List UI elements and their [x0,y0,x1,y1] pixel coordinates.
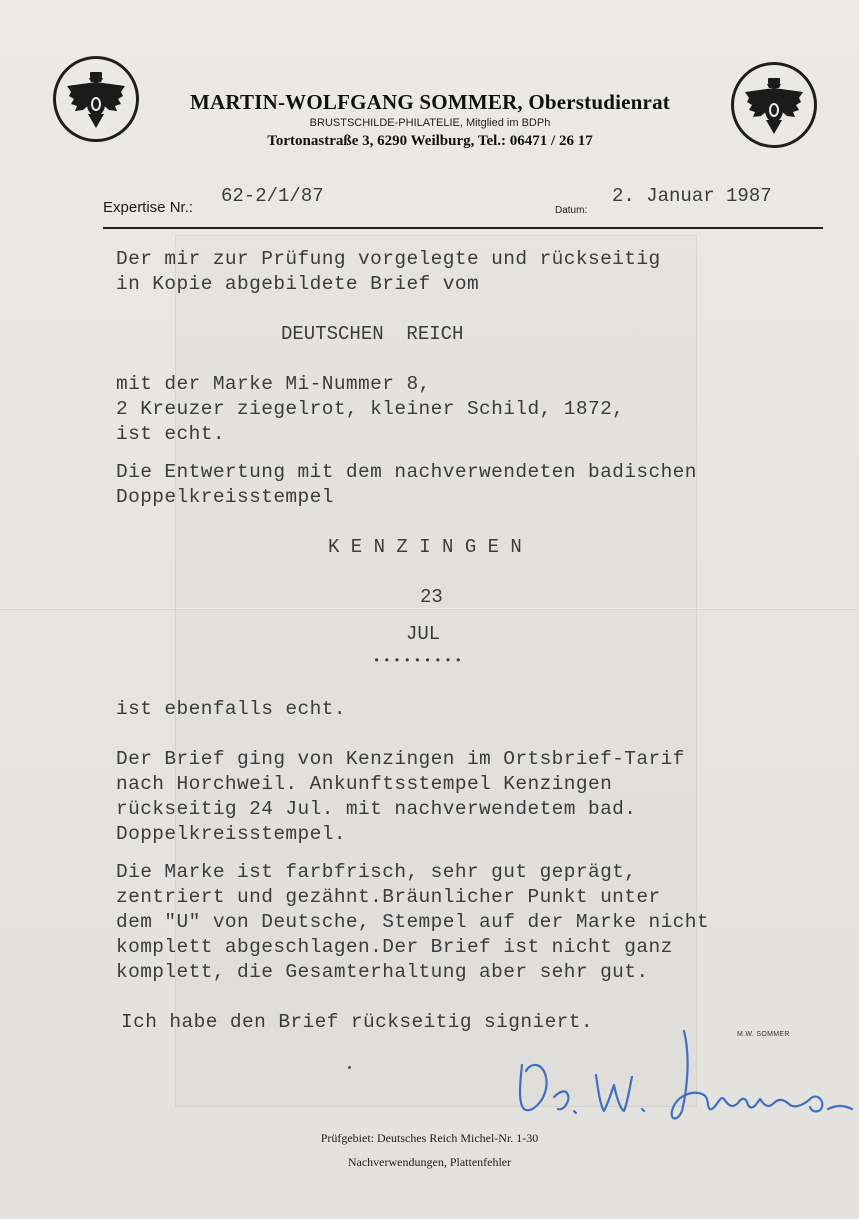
imperial-eagle-icon [731,62,817,148]
expertise-number: 62-2/1/87 [221,185,324,207]
body-line: komplett, die Gesamterhaltung aber sehr gut. [116,961,649,983]
body-line: in Kopie abgebildete Brief vom [116,273,480,295]
body-line: Die Marke ist farbfrisch, sehr gut geprägt, [116,861,637,883]
letterhead-name: MARTIN-WOLFGANG SOMMER, Oberstudienrat [190,90,670,114]
imperial-eagle-icon [53,56,139,142]
body-line: 2 Kreuzer ziegelrot, kleiner Schild, 1872, [116,398,625,420]
body-line: ist ebenfalls echt. [116,698,346,720]
body-line: mit der Marke Mi-Nummer 8, [116,373,431,395]
country-line: DEUTSCHEN REICH [281,323,464,345]
name-stamp: M.W. SOMMER [737,1031,790,1038]
body-line: ist echt. [116,423,225,445]
body-line: dem "U" von Deutsche, Stempel auf der Marke nicht [116,911,709,933]
paper-fold-line [0,608,859,610]
body-line: Der Brief ging von Kenzingen im Ortsbrief-Tarif [116,748,685,770]
expertise-label: Expertise Nr.: [103,199,194,216]
stamp-month: JUL [406,623,441,645]
body-line: nach Horchweil. Ankunftsstempel Kenzingen [116,773,613,795]
datum-label: Datum: [555,205,588,216]
body-line: Der mir zur Prüfung vorgelegte und rückseitig [116,248,661,270]
letterhead-address: Tortonastraße 3, 6290 Weilburg, Tel.: 06471 / 26 17 [267,133,593,149]
letterhead-subtitle: BRUSTSCHILDE-PHILATELIE, Mitglied im BDPh [309,117,551,129]
stamp-place: K E N Z I N G E N [328,536,522,558]
datum-value: 2. Januar 1987 [612,185,772,207]
body-line: komplett abgeschlagen.Der Brief ist nicht ganz [116,936,673,958]
body-line: Die Entwertung mit dem nachverwendeten badischen [116,461,697,483]
body-line: rückseitig 24 Jul. mit nachverwendetem bad. [116,798,637,820]
footer-line: Nachverwendungen, Plattenfehler [347,1155,512,1169]
stamp-dots: ••••••••• [373,654,465,668]
body-line: Doppelkreisstempel. [116,823,346,845]
header-rule [103,227,823,229]
footer-line: Prüfgebiet: Deutsches Reich Michel-Nr. 1-30 [320,1131,539,1145]
body-line: Doppelkreisstempel [116,486,334,508]
body-line: zentriert und gezähnt.Bräunlicher Punkt unter [116,886,661,908]
ink-dot [348,1066,351,1069]
eagle-graphic [63,66,129,132]
handwritten-signature [510,1025,859,1125]
eagle-graphic [741,72,807,138]
stamp-day: 23 [420,586,443,608]
body-line: Ich habe den Brief rückseitig signiert. [121,1011,593,1033]
